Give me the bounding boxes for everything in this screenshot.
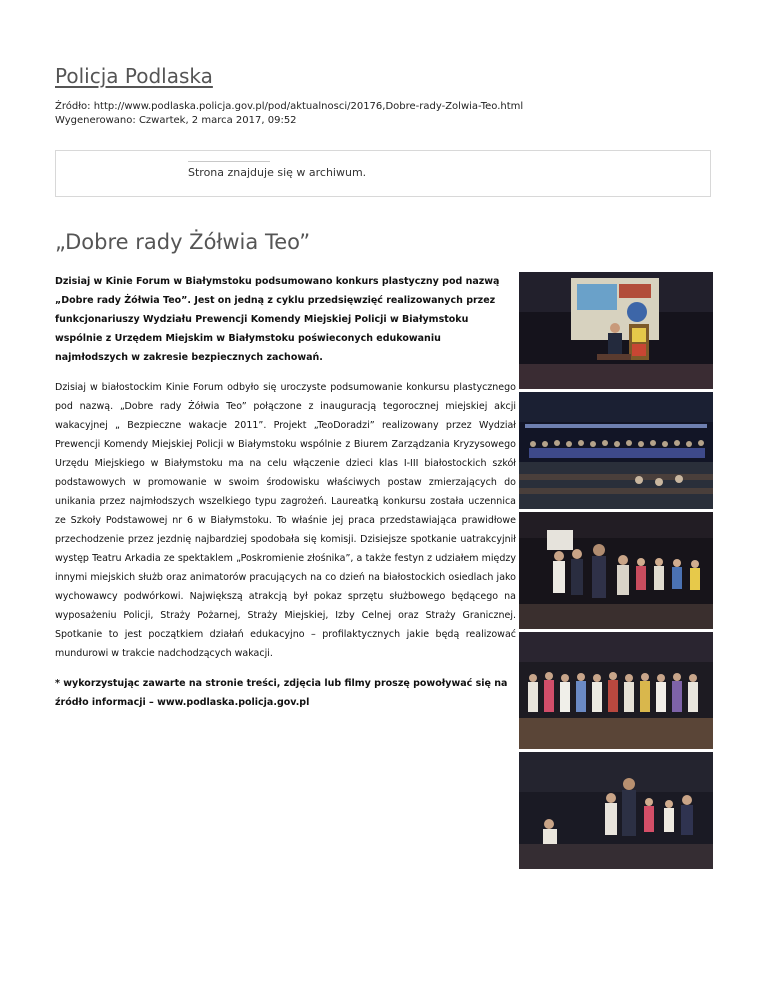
event-photo-ceremony[interactable] bbox=[519, 752, 713, 869]
generated-date: Wygenerowano: Czwartek, 2 marca 2017, 09:52 bbox=[55, 115, 297, 126]
article-title: „Dobre rady Żółwia Teo” bbox=[55, 230, 311, 254]
site-title[interactable]: Policja Podlaska bbox=[55, 64, 213, 88]
article-lead: Dzisiaj w Kinie Forum w Białymstoku podsumowano konkurs plastyczny pod nazwą „Dobre rady Żółwia Teo”. Jest on jedną z cyklu przedsięwzięć realizowanych przez funkcjonariuszy Wydziału Prewencji Komendy Miejskiej Policji w Białymstoku wspólnie z Urzędem Miejskim w Białymstoku poświeconych edukowaniu najmłodszych w zakresie bezpiecznych zachowań. bbox=[55, 276, 500, 363]
source-url: Źródło: http://www.podlaska.policja.gov.pl/pod/aktualnosci/20176,Dobre-rady-Zolwia-Teo.html bbox=[55, 101, 524, 112]
notice-divider bbox=[188, 161, 270, 162]
article-content bbox=[55, 272, 516, 712]
photo-gallery bbox=[519, 272, 713, 872]
article-footnote: * wykorzystując zawarte na stronie treści, zdjęcia lub filmy proszę powoływać się na źródło informacji – www.podlaska.policja.gov.pl bbox=[55, 678, 508, 708]
print-meta bbox=[55, 100, 523, 128]
event-photo-audience[interactable] bbox=[519, 392, 713, 509]
article-body: Dzisiaj w białostockim Kinie Forum odbyło się uroczyste podsumowanie konkursu plastycznego pod nazwą. „Dobre rady Żółwia Teo” połączone z inauguracją tegorocznej miejskiej akcji wakacyjnej „ Bezpieczne wakacje 2011”. Projekt „TeoDoradzi” realizowany przez Wydział Prewencji Komendy Miejskiej Policji w Białymstoku wspólnie z Biurem Zarządzania Kryzysowego Urzędu Miejskiego w Białymstoku ma na celu włączenie dzieci klas I-III białostockich szkół podstawowych w promowanie w swoim środowisku właściwych postaw zmierzających do unikania przez najmłodszych wszelkiego typu zagrożeń. Laureatką konkursu została uczennica ze Szkoły Podstawowej nr 6 w Białymstoku. To właśnie jej praca przedstawiająca prawidłowe przechodzenie przez jezdnię najbardziej spodobała się komisji. Dzisiejsze spotkanie uatrakcyjnił występ Teatru Arkadia ze spektaklem „Poskromienie złośnika”, a także festyn z udziałem między innymi miejskich służb oraz animatorów pracujących na co dzień na białostockich osiedlach jako wychowawcy podwórkowi. Największą atrakcją był pokaz sprzętu służbowego będącego na wyposażeniu Policji, Straży Pożarnej, Straży Miejskiej, Izby Celnej oraz Straży Granicznej. Spotkanie to jest początkiem działań edukacyjno – profilaktycznych jakie będą realizować mundurowi w trakcie nadchodzących wakacji. bbox=[55, 382, 516, 659]
event-photo-stage[interactable] bbox=[519, 272, 713, 389]
event-photo-children[interactable] bbox=[519, 632, 713, 749]
archive-notice bbox=[55, 150, 711, 197]
archive-notice-text: Strona znajduje się w archiwum. bbox=[188, 166, 367, 179]
event-photo-award[interactable] bbox=[519, 512, 713, 629]
